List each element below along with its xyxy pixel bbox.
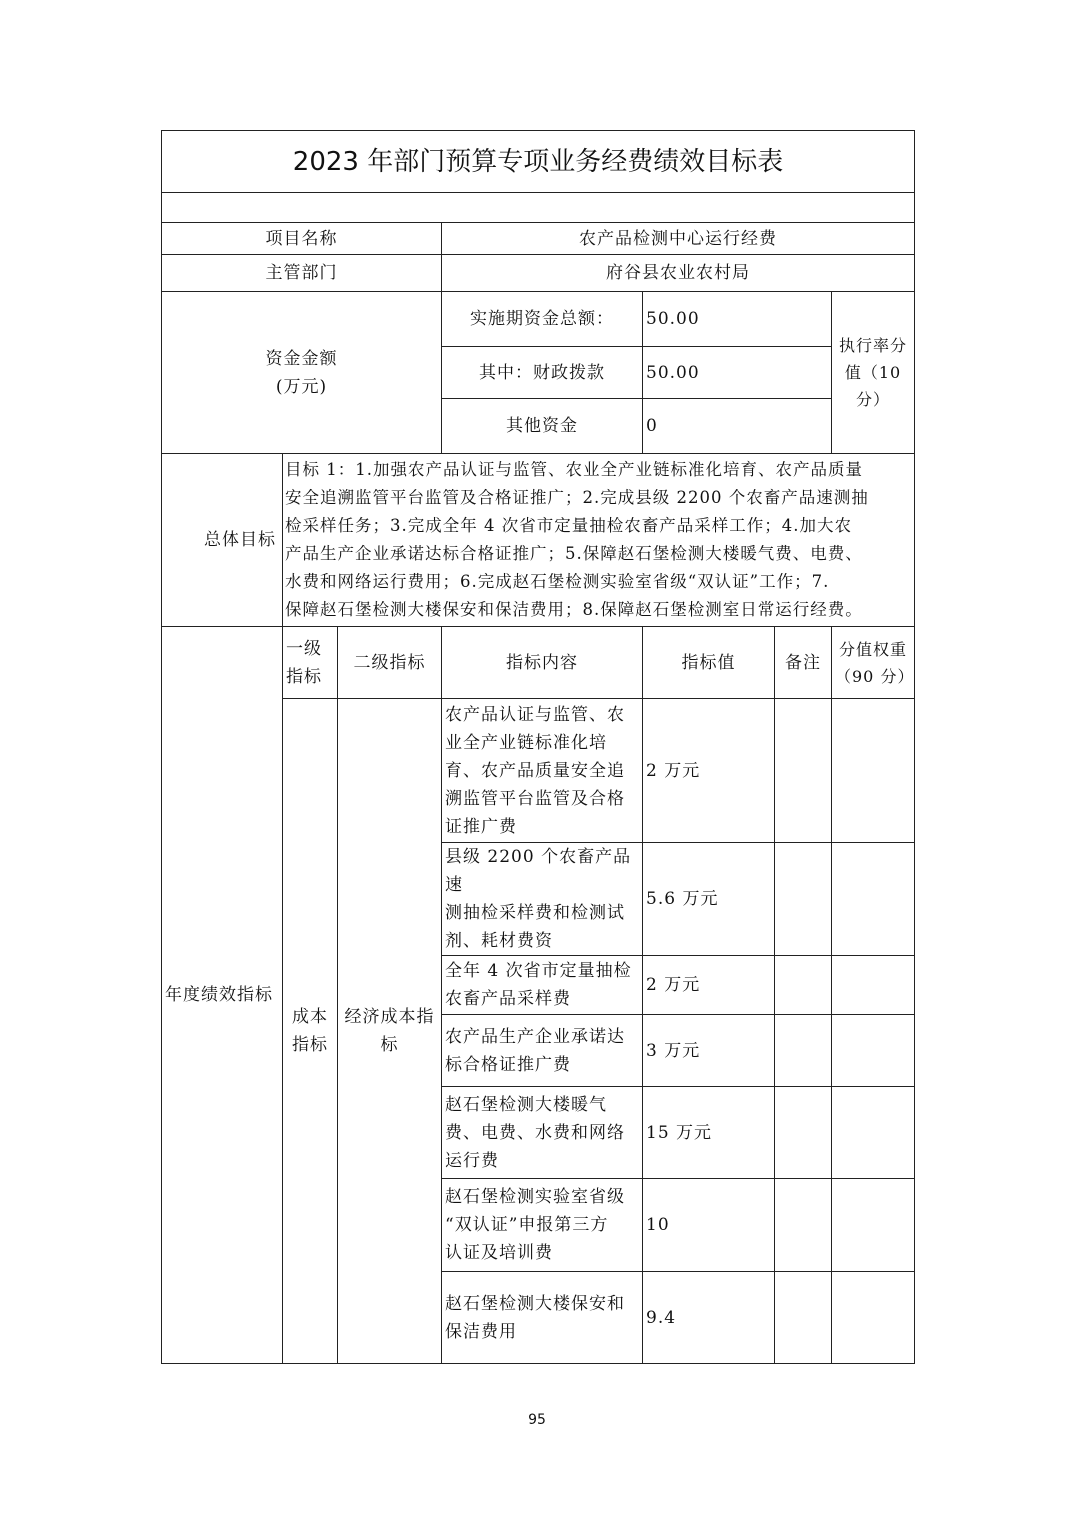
- goal-line: 检采样任务；3.完成全年 4 次省市定量抽检农畜产品采样工作；4.加大农: [285, 516, 852, 535]
- indicator-content: [442, 699, 643, 843]
- note-header: 备注: [775, 627, 832, 699]
- total-funds-label: 实施期资金总额：: [442, 292, 643, 347]
- indicator-content: [442, 1272, 643, 1364]
- other-funds-label: 其他资金: [442, 399, 643, 454]
- goal-line: 产品生产企业承诺达标合格证推广；5.保障赵石堡检测大楼暖气费、电费、: [285, 544, 863, 563]
- indicator-value: 3 万元: [643, 1015, 775, 1087]
- level2-header: 二级指标: [338, 627, 442, 699]
- content-line: 农畜产品采样费: [445, 989, 571, 1009]
- content-line: 标合格证推广费: [445, 1054, 571, 1075]
- content-line: 测抽检采样费和检测试: [445, 903, 625, 923]
- indicator-note: [775, 956, 832, 1015]
- content-line: 保洁费用: [445, 1321, 517, 1342]
- indicator-note: [775, 699, 832, 843]
- goal-line: 安全追溯监管平台监管及合格证推广；2.完成县级 2200 个农畜产品速测抽: [285, 488, 869, 507]
- funds-label-line2: (万元): [275, 376, 328, 397]
- indicator-value: 2 万元: [643, 699, 775, 843]
- level2-name: [338, 699, 442, 1364]
- level1-header: [283, 627, 338, 699]
- funds-label: [162, 292, 442, 454]
- indicator-weight: [832, 699, 915, 843]
- indicator-value: 9.4: [643, 1272, 775, 1364]
- fiscal-funds-value: 50.00: [643, 347, 832, 399]
- level1-name: [283, 699, 338, 1364]
- goal-line: 保障赵石堡检测大楼保安和保洁费用；8.保障赵石堡检测室日常运行经费。: [285, 600, 863, 619]
- level1-header-line1: 一级: [286, 638, 322, 659]
- table-title: 2023 年部门预算专项业务经费绩效目标表: [162, 131, 915, 193]
- project-name-value: 农产品检测中心运行经费: [442, 223, 915, 255]
- content-line: 育、农产品质量安全追: [445, 760, 625, 781]
- content-line: 证推广费: [445, 816, 517, 837]
- content-line: “双认证”申报第三方: [445, 1215, 609, 1235]
- indicator-content: [442, 1087, 643, 1179]
- level2-name-line1: 经济成本指: [344, 1007, 435, 1027]
- content-line: 运行费: [445, 1150, 499, 1171]
- indicator-content: [442, 956, 643, 1015]
- execution-rate-line2: 值（10 分）: [844, 363, 902, 409]
- indicator-weight: [832, 1272, 915, 1364]
- goal-line: 水费和网络运行费用；6.完成赵石堡检测实验室省级“双认证”工作；7.: [285, 572, 830, 591]
- indicator-note: [775, 1087, 832, 1179]
- content-line: 赵石堡检测大楼暖气: [445, 1094, 607, 1115]
- indicator-weight: [832, 1015, 915, 1087]
- department-label: 主管部门: [162, 255, 442, 292]
- content-line: 费、电费、水费和网络: [445, 1122, 625, 1143]
- content-line: 业全产业链标准化培: [445, 732, 607, 753]
- content-line: 县级 2200 个农畜产品速: [445, 847, 632, 895]
- indicator-note: [775, 1179, 832, 1272]
- project-name-label: 项目名称: [162, 223, 442, 255]
- annual-indicators-label: 年度绩效指标: [162, 627, 283, 1364]
- indicator-content: [442, 1015, 643, 1087]
- funds-label-line1: 资金金额: [265, 348, 338, 369]
- indicator-value: 5.6 万元: [643, 843, 775, 956]
- indicator-content: [442, 843, 643, 956]
- indicator-weight: [832, 843, 915, 956]
- total-funds-value: 50.00: [643, 292, 832, 347]
- goal-line: 目标 1：1.加强农产品认证与监管、农业全产业链标准化培育、农产品质量: [285, 460, 863, 479]
- blank-row: [162, 193, 915, 223]
- indicator-content: [442, 1179, 643, 1272]
- value-header: 指标值: [643, 627, 775, 699]
- page-number: 95: [528, 1412, 546, 1428]
- indicator-note: [775, 1015, 832, 1087]
- overall-goal-text: [283, 454, 915, 627]
- weight-header-line1: 分值权重: [838, 639, 907, 659]
- level1-name-line2: 指标: [292, 1035, 328, 1055]
- execution-rate-label: [832, 292, 915, 454]
- weight-header-line2: （90 分）: [835, 666, 915, 686]
- overall-goal-label: 总体目标: [162, 454, 283, 627]
- execution-rate-line1: 执行率分: [838, 336, 907, 355]
- indicator-note: [775, 1272, 832, 1364]
- content-line: 全年 4 次省市定量抽检: [445, 961, 632, 981]
- weight-header: [832, 627, 915, 699]
- content-line: 农产品生产企业承诺达: [445, 1026, 625, 1047]
- content-line: 赵石堡检测大楼保安和: [445, 1293, 625, 1314]
- content-line: 农产品认证与监管、农: [445, 704, 625, 725]
- indicator-value: 15 万元: [643, 1087, 775, 1179]
- department-value: 府谷县农业农村局: [442, 255, 915, 292]
- indicator-weight: [832, 956, 915, 1015]
- level1-header-line2: 指标: [286, 666, 322, 687]
- fiscal-funds-label: 其中：财政拨款: [442, 347, 643, 399]
- content-line: 认证及培训费: [445, 1243, 553, 1263]
- level2-name-line2: 标: [380, 1035, 399, 1055]
- indicator-value: 2 万元: [643, 956, 775, 1015]
- indicator-note: [775, 843, 832, 956]
- level1-name-line1: 成本: [292, 1007, 328, 1027]
- content-header: 指标内容: [442, 627, 643, 699]
- indicator-value: 10: [643, 1179, 775, 1272]
- content-line: 剂、耗材费资: [445, 931, 553, 951]
- other-funds-value: 0: [643, 399, 832, 454]
- content-line: 赵石堡检测实验室省级: [445, 1187, 625, 1207]
- content-line: 溯监管平台监管及合格: [445, 788, 625, 809]
- indicator-weight: [832, 1179, 915, 1272]
- indicator-weight: [832, 1087, 915, 1179]
- performance-target-table: [161, 130, 915, 1364]
